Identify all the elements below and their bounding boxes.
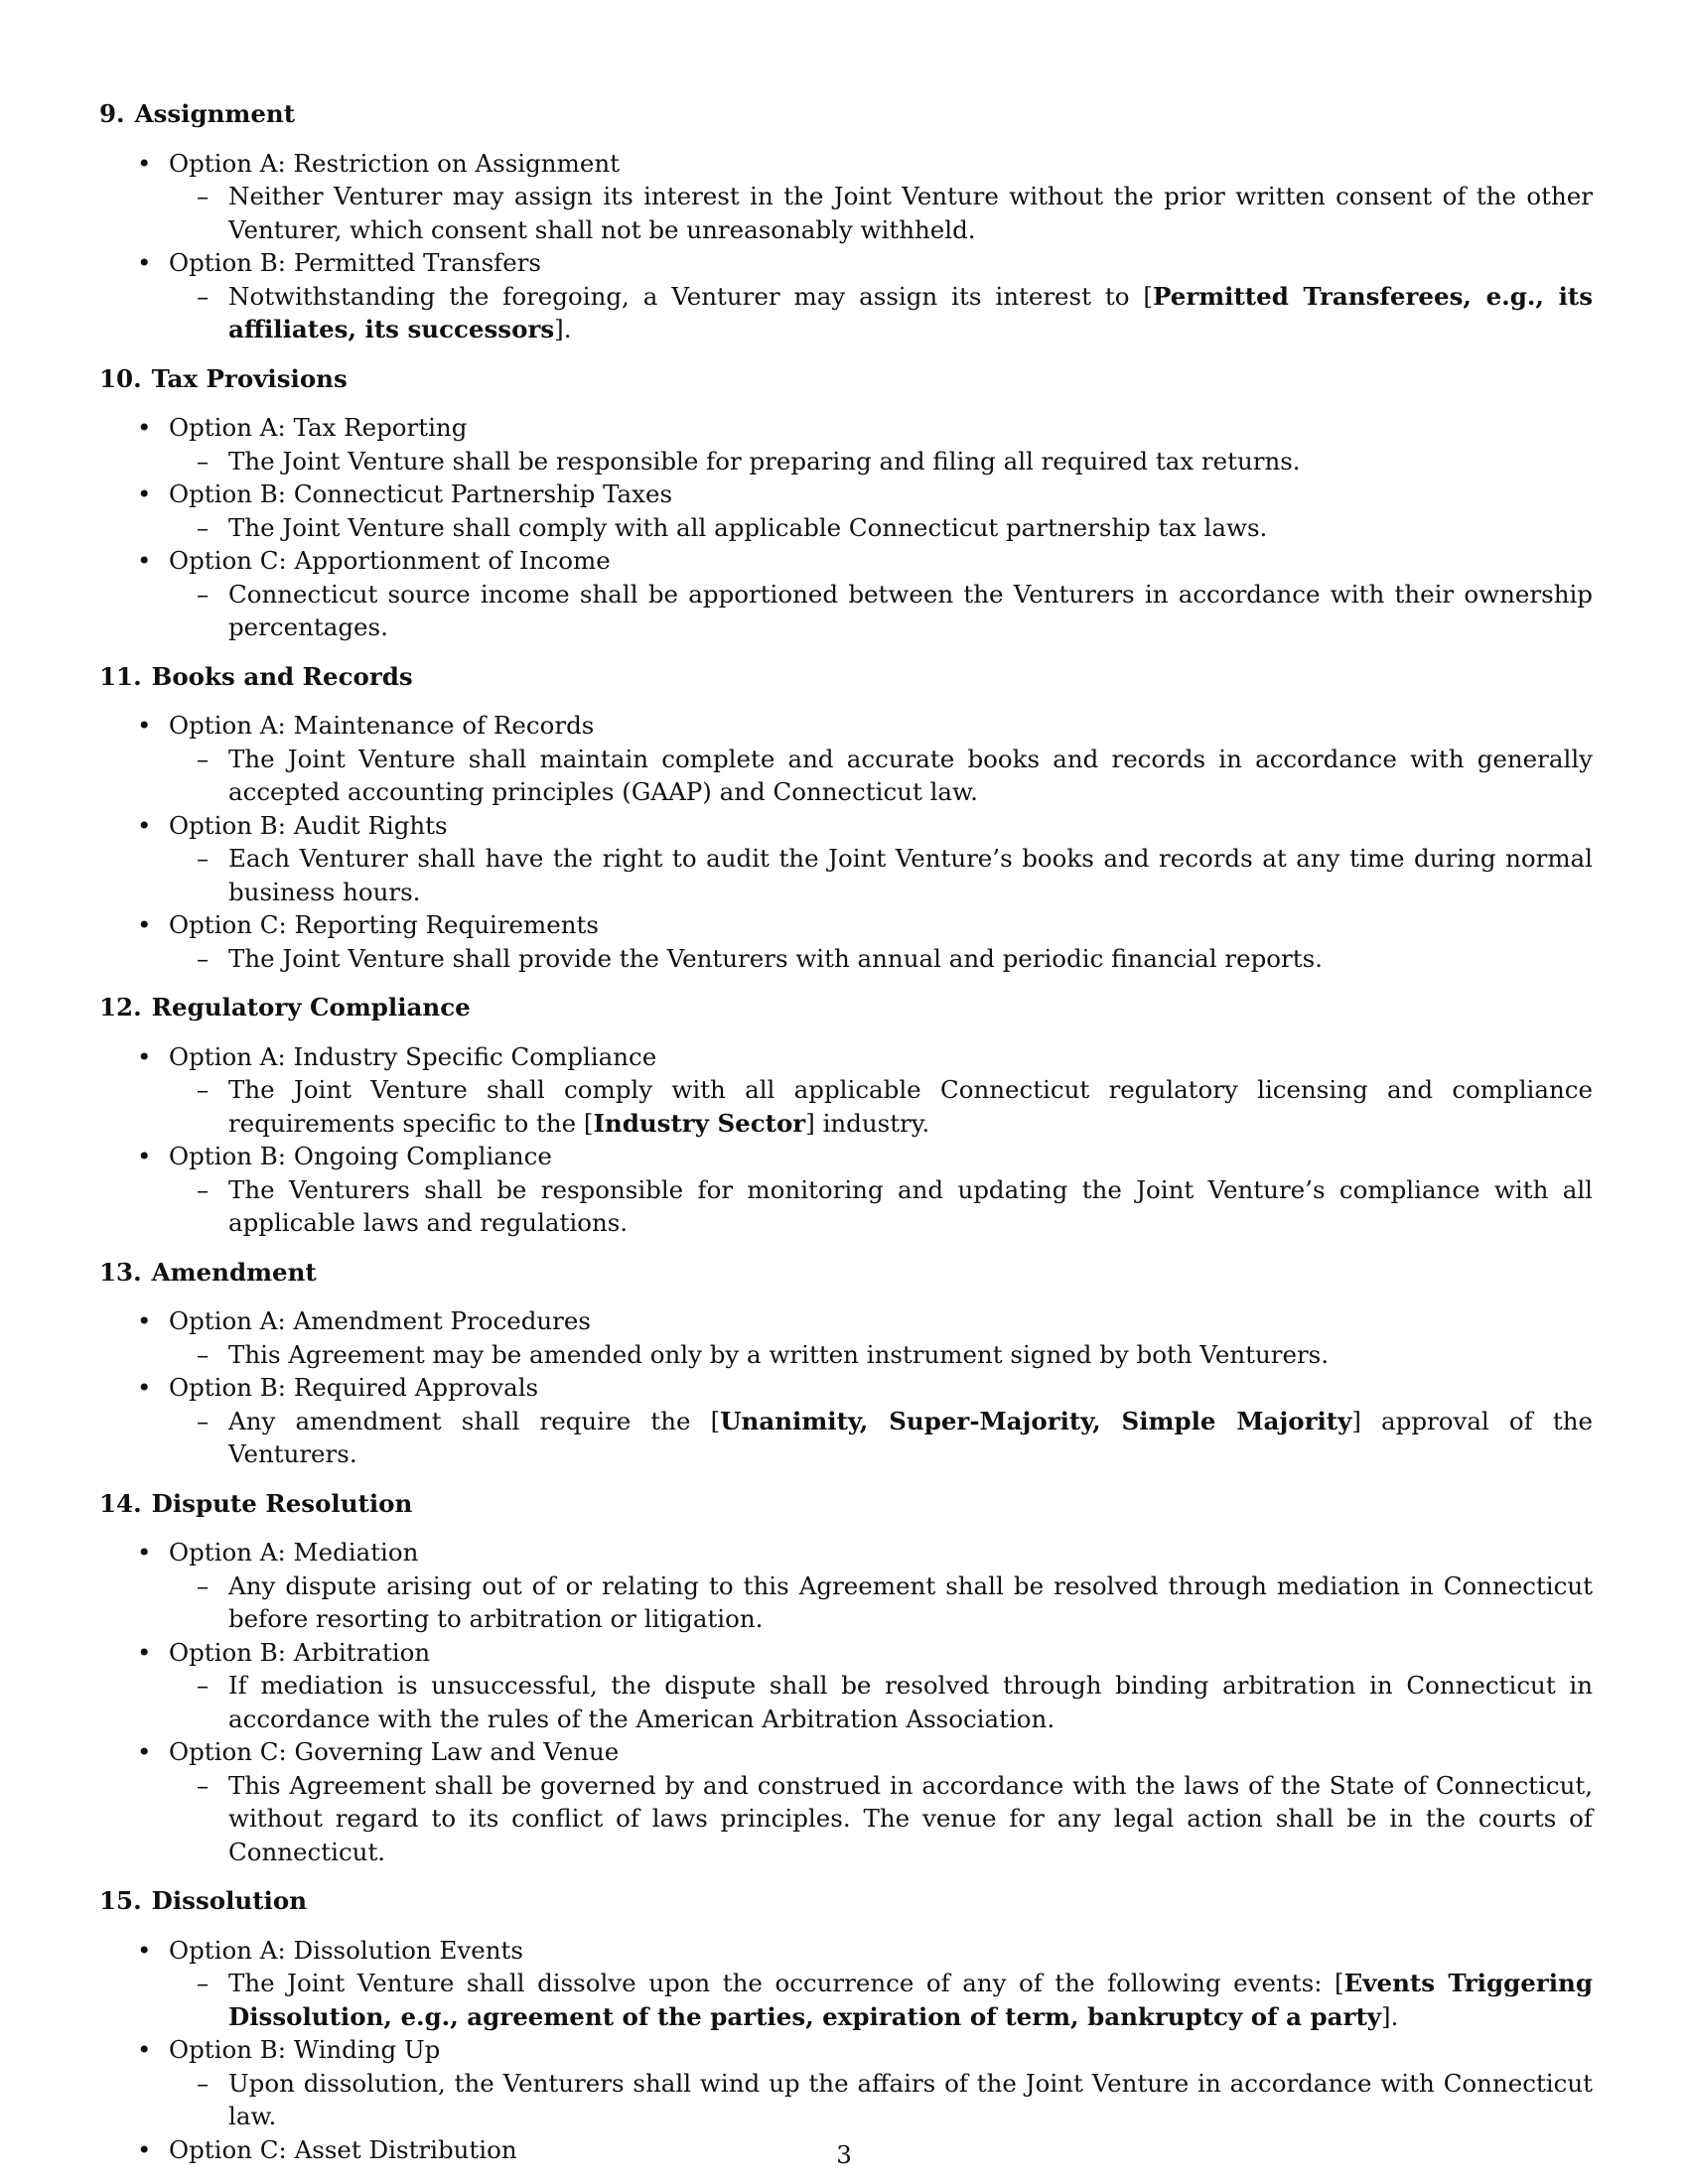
section-heading — [99, 1884, 1593, 1918]
bullet-icon: • — [137, 1737, 152, 1766]
section — [99, 97, 1593, 346]
dash-icon: – — [197, 446, 210, 476]
option-item — [99, 147, 1593, 181]
option-label: Option C: Apportionment of Income — [169, 546, 611, 575]
bullet-icon: • — [137, 1373, 152, 1402]
clause-segment: The Joint Venture shall comply with all applicable Connecticut regulatory licensing and compliance requirements specific to the [ — [228, 1075, 1593, 1138]
section — [99, 1487, 1593, 1869]
clause-segment: Any amendment shall require the [ — [228, 1406, 721, 1435]
clause-segment: This Agreement may be amended only by a written instrument signed by both Venturers. — [228, 1339, 1330, 1369]
dash-icon: – — [197, 579, 210, 609]
option-item — [99, 1140, 1593, 1173]
clause-segment: Each Venturer shall have the right to audit the Joint Venture’s books and records at any time during normal business hours. — [228, 844, 1593, 906]
clause-text — [99, 1570, 1593, 1636]
option-item — [99, 1371, 1593, 1405]
dash-icon: – — [197, 182, 210, 210]
clause-text — [99, 578, 1593, 644]
bullet-icon: • — [137, 910, 152, 939]
clause-segment: ]. — [554, 315, 572, 343]
section-heading — [99, 1256, 1593, 1290]
option-label: Option A: Maintenance of Records — [169, 711, 595, 740]
section — [99, 1256, 1593, 1471]
clause-segment: Neither Venturer may assign its interest in the Joint Venture without the prior written consent of the other Venturer, which consent shall not be unreasonably withheld. — [228, 182, 1593, 244]
clause-text — [99, 1669, 1593, 1735]
dash-icon: – — [197, 2068, 210, 2098]
section — [99, 1884, 1593, 2166]
dash-icon: – — [197, 943, 210, 973]
clause-segment: Upon dissolution, the Venturers shall wind up the affairs of the Joint Venture in accordance with Connecticut law. — [228, 2068, 1593, 2130]
clause-text — [99, 1173, 1593, 1240]
section-number: 13. — [99, 1257, 142, 1287]
dash-icon: – — [197, 1174, 210, 1204]
section-title: Books and Records — [151, 661, 413, 691]
clause-text — [99, 842, 1593, 908]
clause-text — [99, 743, 1593, 809]
dash-icon: – — [197, 1770, 210, 1800]
clause-text — [99, 1073, 1593, 1140]
bullet-icon: • — [137, 1142, 152, 1170]
option-item — [99, 2033, 1593, 2067]
section-title: Tax Provisions — [151, 363, 348, 393]
option-label: Option C: Reporting Requirements — [169, 910, 599, 939]
section — [99, 362, 1593, 644]
section-number: 11. — [99, 661, 142, 691]
clause-text — [99, 445, 1593, 478]
clause-text — [99, 1967, 1593, 2033]
bullet-icon: • — [137, 1935, 152, 1965]
clause-segment: ] approval of the Venturers. — [228, 1406, 1593, 1468]
bullet-icon: • — [137, 1637, 152, 1667]
option-label: Option C: Governing Law and Venue — [169, 1737, 620, 1766]
clause-text — [99, 2067, 1593, 2133]
clause-segment: If mediation is unsuccessful, the dispute shall be resolved through binding arbitration in Connecticut in accordance with the rules of the American Arbitration Association. — [228, 1671, 1593, 1733]
option-label: Option A: Mediation — [169, 1538, 419, 1567]
option-item — [99, 1536, 1593, 1570]
bullet-icon: • — [137, 2134, 152, 2164]
option-item — [99, 1735, 1593, 1769]
clause-text — [99, 280, 1593, 346]
clause-text — [99, 511, 1593, 545]
bullet-icon: • — [137, 546, 152, 575]
option-label: Option A: Dissolution Events — [169, 1935, 523, 1965]
clause-segment: Any dispute arising out of or relating to this Agreement shall be resolved through mediation in Connecticut before resorting to arbitration or litigation. — [228, 1570, 1593, 1633]
option-label: Option B: Arbitration — [169, 1637, 431, 1667]
placeholder-field: Industry Sector — [593, 1108, 806, 1138]
section-number: 14. — [99, 1488, 142, 1518]
option-item — [99, 709, 1593, 743]
placeholder-field: Permitted Transferees, e.g., its affiliates, its successors — [228, 281, 1594, 343]
clause-segment: ] industry. — [805, 1108, 930, 1138]
option-label: Option B: Winding Up — [169, 2035, 441, 2064]
clause-text — [99, 942, 1593, 976]
option-label: Option A: Industry Specific Compliance — [169, 1041, 657, 1071]
section-title: Dispute Resolution — [151, 1488, 413, 1518]
bullet-icon: • — [137, 479, 152, 508]
bullet-icon: • — [137, 2035, 152, 2064]
section-heading — [99, 660, 1593, 694]
option-label: Option B: Permitted Transfers — [169, 248, 542, 277]
option-label: Option B: Required Approvals — [169, 1373, 539, 1402]
bullet-icon: • — [137, 1041, 152, 1071]
option-item — [99, 544, 1593, 578]
bullet-icon: • — [137, 1306, 152, 1335]
bullet-icon: • — [137, 1538, 152, 1567]
option-item — [99, 1304, 1593, 1338]
section — [99, 991, 1593, 1240]
section-heading — [99, 991, 1593, 1024]
page-number: 3 — [836, 2140, 852, 2169]
dash-icon: – — [197, 1339, 210, 1369]
option-item — [99, 908, 1593, 942]
clause-segment: The Joint Venture shall comply with all applicable Connecticut partnership tax laws. — [228, 512, 1268, 542]
clause-segment: The Joint Venture shall maintain complete and accurate books and records in accordance with generally accepted accounting principles (GAAP) and Connecticut law. — [228, 744, 1593, 806]
option-label: Option A: Restriction on Assignment — [169, 148, 620, 178]
dash-icon: – — [197, 744, 210, 773]
option-label: Option A: Tax Reporting — [169, 413, 468, 442]
section-title: Amendment — [151, 1257, 317, 1287]
placeholder-field: Unanimity, Super-Majority, Simple Majority — [720, 1406, 1352, 1435]
section-title: Regulatory Compliance — [151, 993, 471, 1022]
dash-icon: – — [197, 1406, 210, 1435]
option-item — [99, 1636, 1593, 1670]
section-number: 9. — [99, 99, 125, 128]
section — [99, 660, 1593, 976]
clause-text — [99, 1405, 1593, 1471]
section-heading — [99, 97, 1593, 131]
section-title: Dissolution — [151, 1886, 308, 1915]
bullet-icon: • — [137, 248, 152, 277]
dash-icon: – — [197, 1570, 210, 1600]
clause-segment: Connecticut source income shall be apportioned between the Venturers in accordance with their ownership percentages. — [228, 579, 1593, 641]
bullet-icon: • — [137, 148, 152, 178]
option-item — [99, 411, 1593, 445]
option-item — [99, 478, 1593, 511]
clause-segment: ]. — [1381, 2001, 1399, 2031]
option-item — [99, 1934, 1593, 1968]
option-label: Option A: Amendment Procedures — [169, 1306, 591, 1335]
section-number: 12. — [99, 993, 142, 1022]
clause-segment: The Joint Venture shall dissolve upon the occurrence of any of the following events: [ — [228, 1969, 1344, 1997]
bullet-icon: • — [137, 810, 152, 840]
bullet-icon: • — [137, 413, 152, 442]
option-item — [99, 809, 1593, 843]
dash-icon: – — [197, 844, 210, 873]
dash-icon: – — [197, 281, 210, 311]
section-number: 10. — [99, 363, 142, 393]
clause-segment: This Agreement shall be governed by and construed in accordance with the laws of the State of Connecticut, without regard to its conflict of laws principles. The venue for any legal action shall be in the courts of Connecticut. — [228, 1770, 1593, 1866]
clause-text — [99, 180, 1593, 246]
clause-segment: Notwithstanding the foregoing, a Venturer may assign its interest to [ — [228, 281, 1153, 311]
section-number: 15. — [99, 1886, 142, 1915]
option-item — [99, 246, 1593, 280]
option-item — [99, 1040, 1593, 1074]
clause-text — [99, 1769, 1593, 1869]
clause-segment: The Joint Venture shall provide the Venturers with annual and periodic financial reports. — [228, 943, 1323, 973]
option-label: Option B: Audit Rights — [169, 810, 448, 840]
option-label: Option C: Asset Distribution — [169, 2134, 517, 2164]
option-label: Option B: Ongoing Compliance — [169, 1142, 552, 1170]
option-label: Option B: Connecticut Partnership Taxes — [169, 479, 673, 508]
dash-icon: – — [197, 1969, 210, 1997]
document-body — [99, 97, 1593, 2182]
section-heading — [99, 1487, 1593, 1521]
dash-icon: – — [197, 512, 210, 542]
section-title: Assignment — [134, 99, 296, 128]
clause-segment: The Joint Venture shall be responsible for preparing and filing all required tax returns. — [228, 446, 1301, 476]
dash-icon: – — [197, 1075, 210, 1104]
bullet-icon: • — [137, 711, 152, 740]
section-heading — [99, 362, 1593, 396]
dash-icon: – — [197, 1671, 210, 1700]
clause-text — [99, 1338, 1593, 1372]
placeholder-field: Events Triggering Dissolution, e.g., agreement of the parties, expiration of term, bankruptcy of a party — [228, 1969, 1593, 2031]
clause-segment: The Venturers shall be responsible for monitoring and updating the Joint Venture’s compliance with all applicable laws and regulations. — [228, 1174, 1593, 1237]
